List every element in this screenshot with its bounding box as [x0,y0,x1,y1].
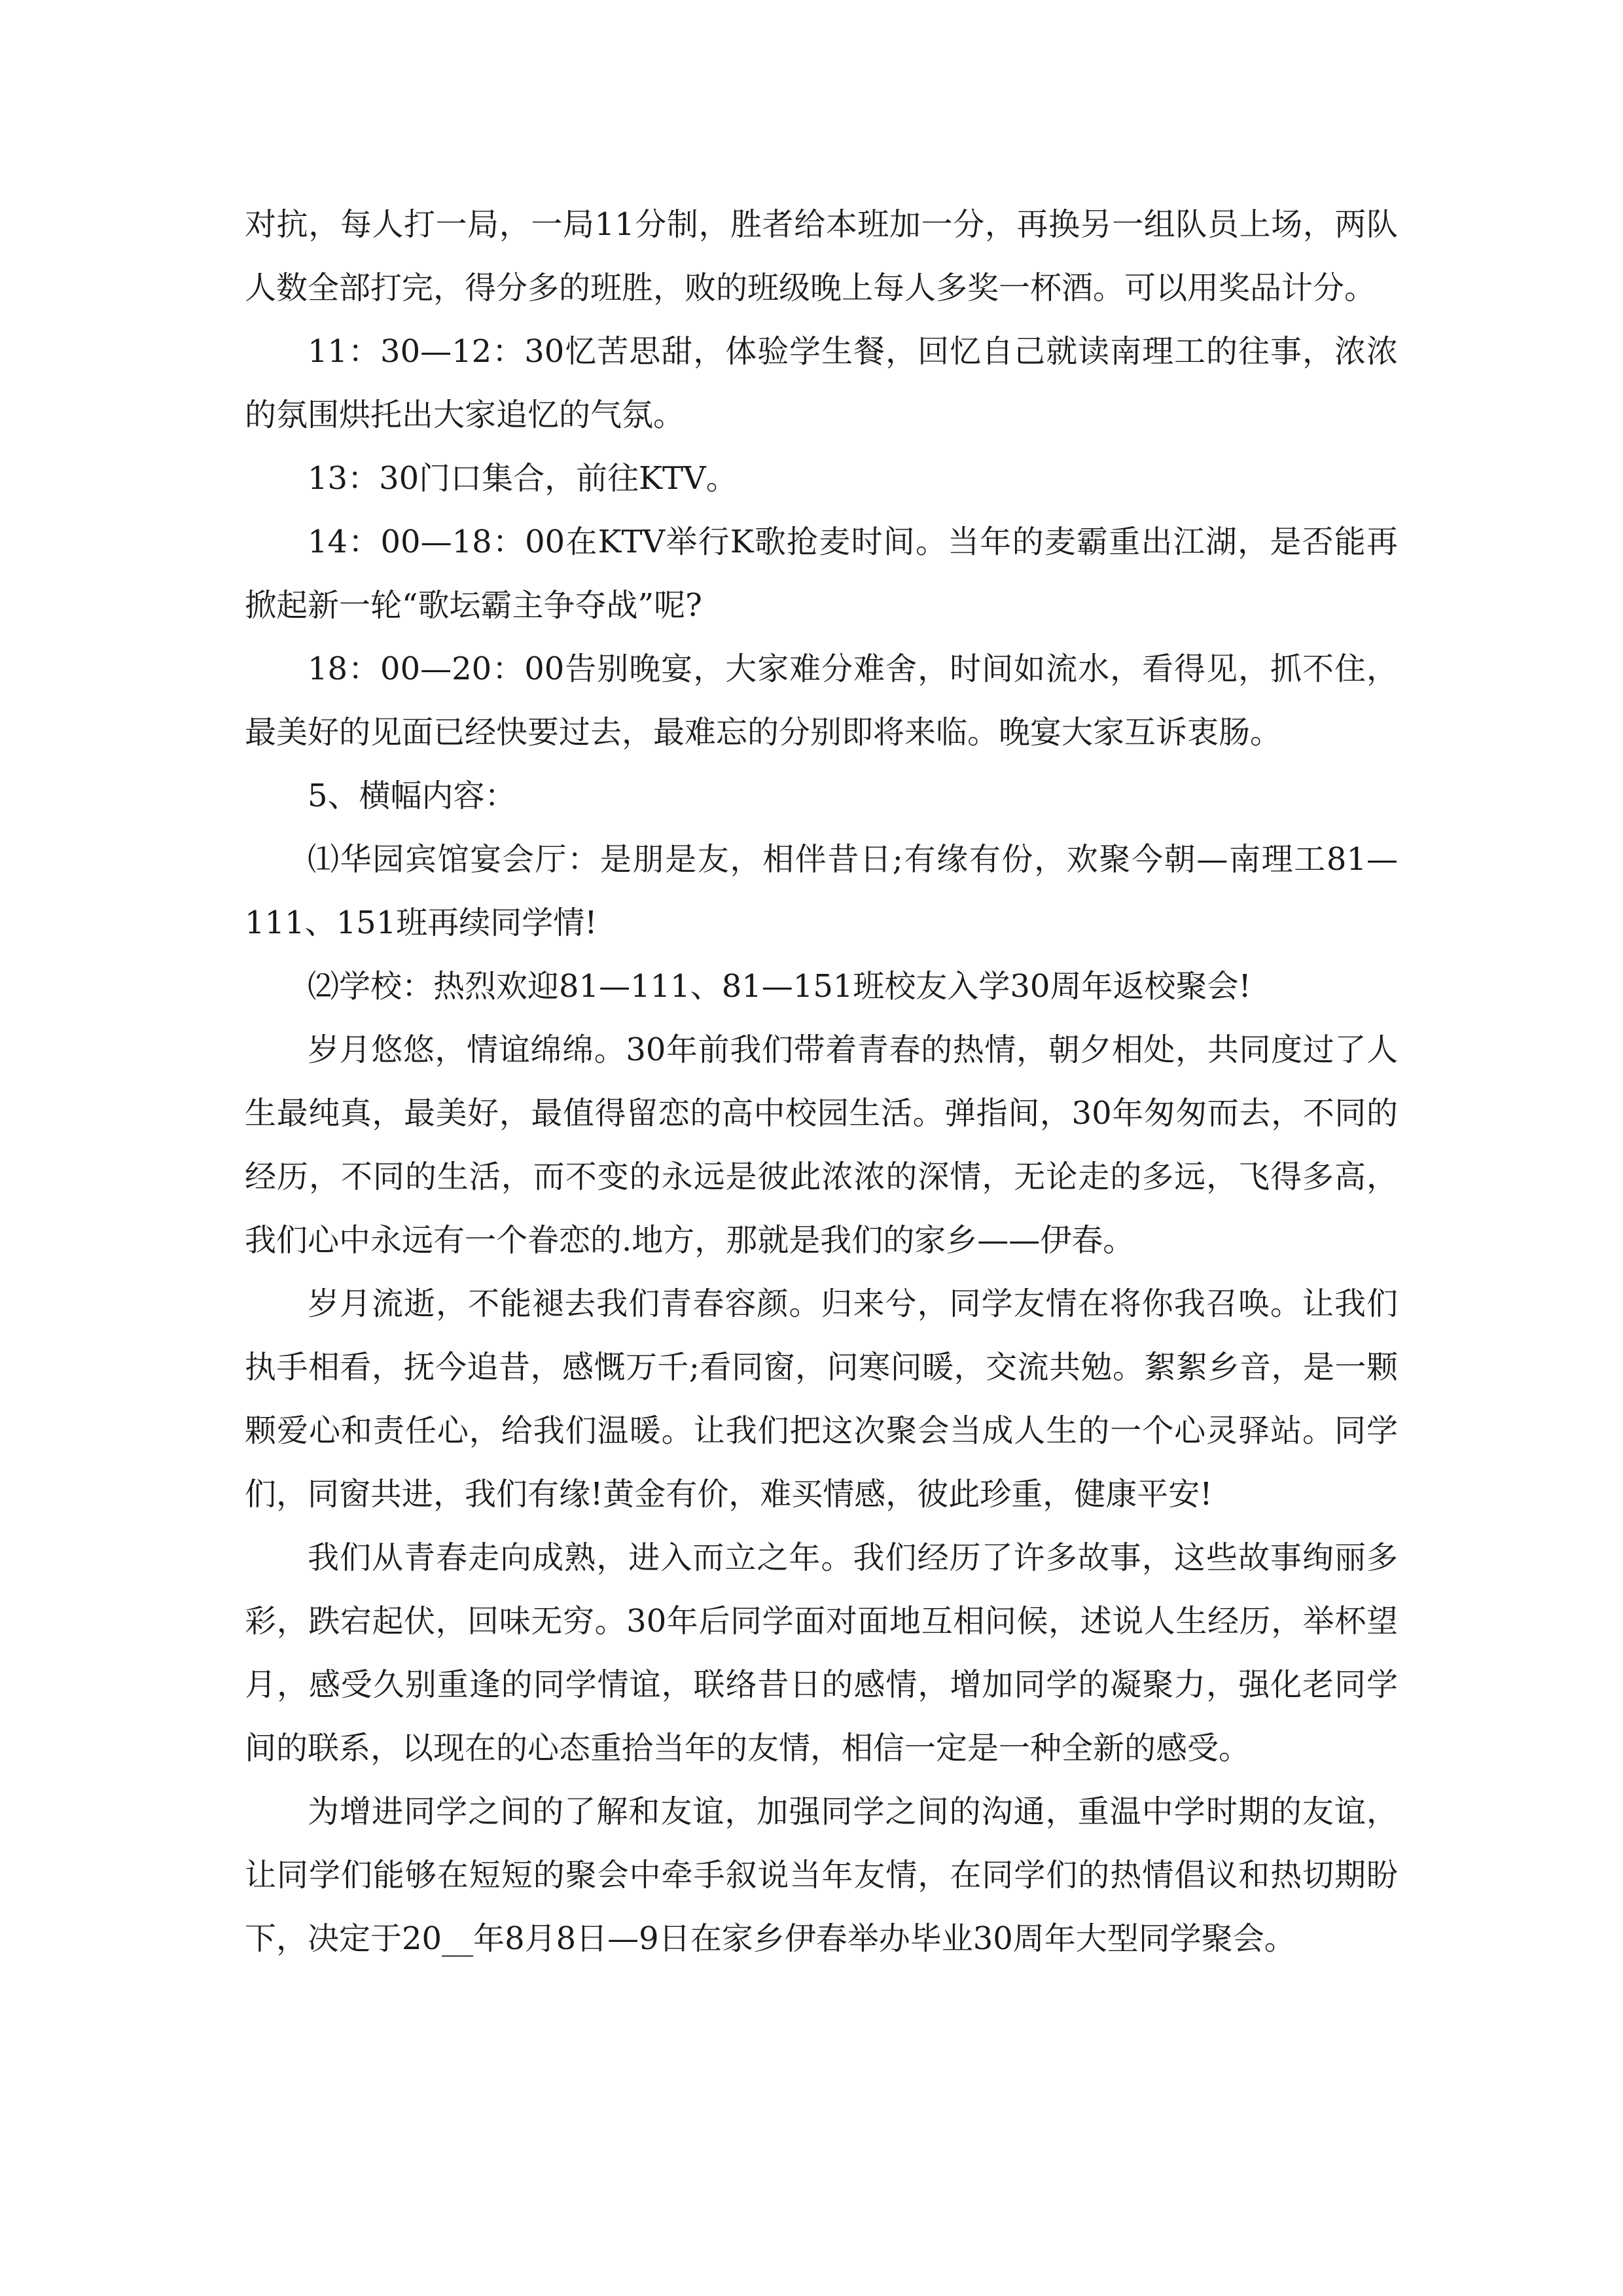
document-body [245,193,1398,1971]
paragraph-maturity: 我们从青春走向成熟，进入而立之年。我们经历了许多故事，这些故事绚丽多彩，跌宕起伏，回味无穷。30年后同学面对面地互相问候，述说人生经历，举杯望月，感受久别重逢的同学情谊，联络昔日的感情，增加同学的凝聚力，强化老同学间的联系，以现在的心态重拾当年的友情，相信一定是一种全新的感受。 [245,1539,1398,1767]
paragraph-years: 岁月悠悠，情谊绵绵。30年前我们带着青春的热情，朝夕相处，共同度过了人生最纯真，最美好，最值得留恋的高中校园生活。弹指间，30年匆匆而去，不同的经历，不同的生活，而不变的永远是彼此浓浓的深情，无论走的多远，飞得多高，我们心中永远有一个眷恋的.地方，那就是我们的家乡——伊春。 [245,1031,1398,1259]
banner-item-hotel: ⑴华园宾馆宴会厅：是朋是友，相伴昔日;有缘有份，欢聚今朝—南理工81—111、151班再续同学情! [245,841,1398,941]
paragraph-decision: 为增进同学之间的了解和友谊，加强同学之间的沟通，重温中学时期的友谊，让同学们能够在短短的聚会中牵手叙说当年友情，在同学们的热情倡议和热切期盼下，决定于20__年8月8日—9日在家乡伊春举办毕业30周年大型同学聚会。 [245,1793,1398,1957]
paragraph-schedule-ktv: 14：00—18：00在KTV举行K歌抢麦时间。当年的麦霸重出江湖，是否能再掀起新一轮“歌坛霸主争夺战”呢? [245,524,1398,624]
banner-item-school: ⑵学校：热烈欢迎81—111、81—151班校友入学30周年返校聚会! [308,968,1251,1005]
paragraph-schedule-dinner: 18：00—20：00告别晚宴，大家难分难舍，时间如流水，看得见，抓不住，最美好的见面已经快要过去，最难忘的分别即将来临。晚宴大家互诉衷肠。 [245,651,1398,751]
section-heading-banner: 5、横幅内容： [308,778,516,814]
paragraph-schedule-gather: 13：30门口集合，前往KTV。 [308,460,738,497]
paragraph-continuation: 对抗，每人打一局，一局11分制，胜者给本班加一分，再换另一组队员上场，两队人数全部打完，得分多的班胜，败的班级晚上每人多奖一杯酒。可以用奖品计分。 [245,206,1398,306]
paragraph-schedule-lunch: 11：30—12：30忆苦思甜，体验学生餐，回忆自己就读南理工的往事，浓浓的氛围烘托出大家追忆的气氛。 [245,333,1398,433]
paragraph-time-passes: 岁月流逝，不能褪去我们青春容颜。归来兮，同学友情在将你我召唤。让我们执手相看，抚今追昔，感慨万千;看同窗，问寒问暖，交流共勉。絮絮乡音，是一颗颗爱心和责任心，给我们温暖。让我们把这次聚会当成人生的一个心灵驿站。同学们，同窗共进，我们有缘!黄金有价，难买情感，彼此珍重，健康平安! [245,1285,1398,1513]
